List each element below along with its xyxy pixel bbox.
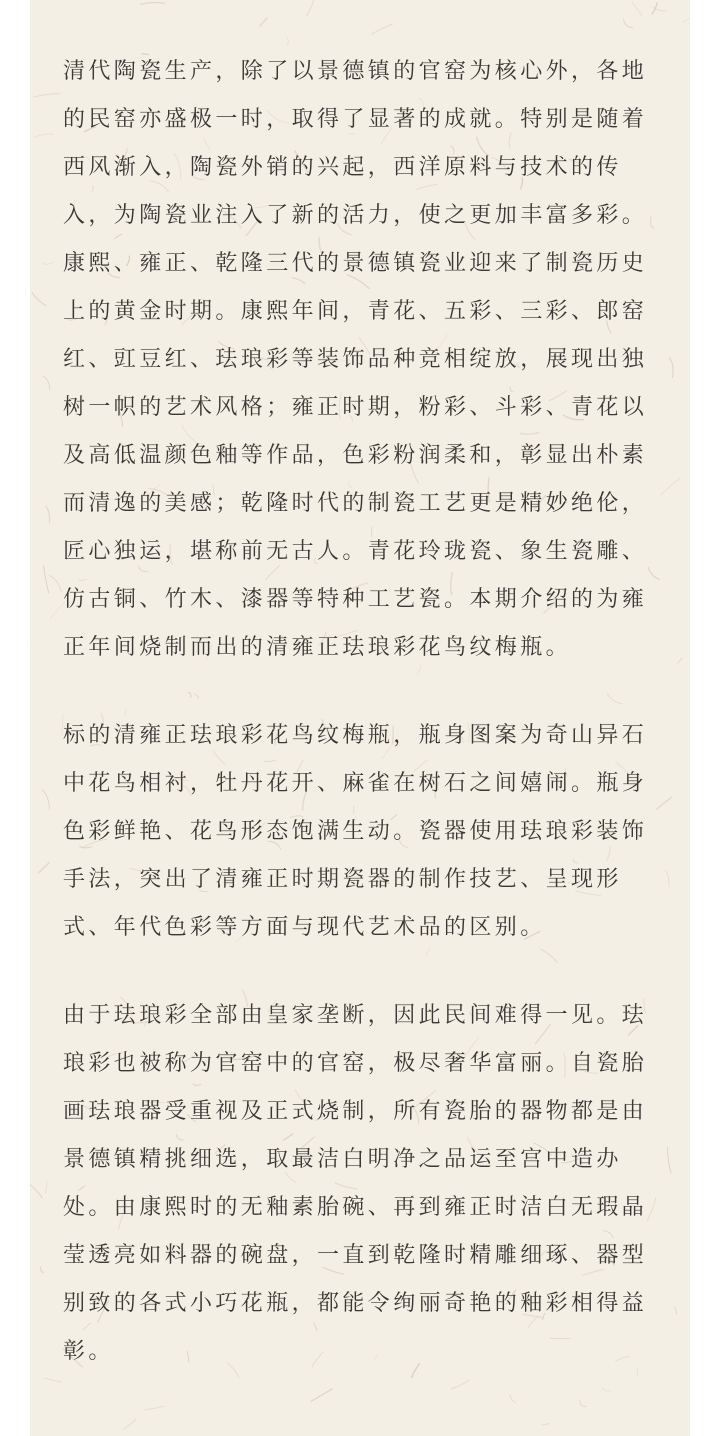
paper-fiber [286,37,288,46]
paper-fiber [451,1380,470,1389]
paper-fiber [661,478,681,496]
paper-fiber [32,293,46,306]
paper-fiber [43,376,50,390]
paper-fiber [623,19,633,28]
paper-fiber [44,1378,61,1382]
paper-fiber [42,789,50,809]
article-paragraph-3: 由于珐琅彩全部由皇家垄断，因此民间难得一见。珐琅彩也被称为官窑中的官窑，极尽奢华富丽。自瓷胎画珐琅器受重视及正式烧制，所有瓷胎的器物都是由景德镇精挑细选，取最洁白明净之品运至宫中造办处。由康熙时的无釉素胎碗、再到雍正时洁白无瑕晶莹透亮如料器的碗盘，一直到乾隆时精雕细琢、器型别致的各式小巧花瓶，都能令绚丽奇艳的釉彩相得益彰。 [63,1003,648,1364]
paper-fiber [260,17,268,26]
article-paragraph-2: 标的清雍正珐琅彩花鸟纹梅瓶，瓶身图案为奇山异石中花鸟相衬，牡丹花开、麻雀在树石之间嬉闹。瓶身色彩鲜艳、花鸟形态饱满生动。瓷器使用珐琅彩装饰手法，突出了清雍正时期瓷器的制作技艺、呈现形式、年代色彩等方面与现代艺术品的区别。 [63,723,648,940]
paper-background [30,0,690,1436]
paper-fiber [140,2,165,4]
paper-fiber [145,1406,165,1410]
paper-fiber [46,506,50,523]
paper-fiber [306,0,313,17]
paper-fiber [41,1267,45,1273]
paper-fiber [124,1419,137,1430]
paper-fiber [674,1307,676,1315]
paper-fiber [678,658,682,663]
paper-fiber [682,15,690,22]
paper-fiber [632,1,643,16]
article-paragraph-1: 清代陶瓷生产，除了以景德镇的官窑为核心外，各地的民窑亦盛极一时，取得了显著的成就。特别是随着西风渐入，陶瓷外销的兴起，西洋原料与技术的传入，为陶瓷业注入了新的活力，使之更加丰富多彩。康熙、雍正、乾隆三代的景德镇瓷业迎来了制瓷历史上的黄金时期。康熙年间，青花、五彩、三彩、郎窑红、豇豆红、珐琅彩等装饰品种竞相绽放，展现出独树一帜的艺术风格；雍正时期，粉彩、斗彩、青花以及高低温颜色釉等作品，色彩粉润柔和，彰显出朴素而清逸的美感；乾隆时代的制瓷工艺更是精妙绝伦，匠心独运，堪称前无古人。青花玲珑瓷、象生瓷雕、仿古铜、竹木、漆器等特种工艺瓷。本期介绍的为雍正年间烧制而出的清雍正珐琅彩花鸟纹梅瓶。 [63,59,648,660]
paper-fiber [372,24,393,34]
paper-fiber [668,1147,672,1173]
paper-fiber [42,262,55,264]
paper-fiber [602,1387,611,1391]
paper-fiber [669,358,673,378]
article-body [63,48,663,1376]
paper-fiber [33,94,60,97]
paper-fiber [541,1424,549,1426]
paper-fiber [38,862,49,873]
paper-fiber [44,566,49,594]
paper-fiber [30,1183,43,1198]
paper-fiber [666,871,669,887]
paper-fiber [33,134,53,138]
paper-fiber [311,1389,333,1402]
paper-fiber [49,575,62,592]
paper-fiber [510,1395,516,1403]
paper-fiber [580,1400,587,1407]
paper-fiber [45,1181,46,1194]
